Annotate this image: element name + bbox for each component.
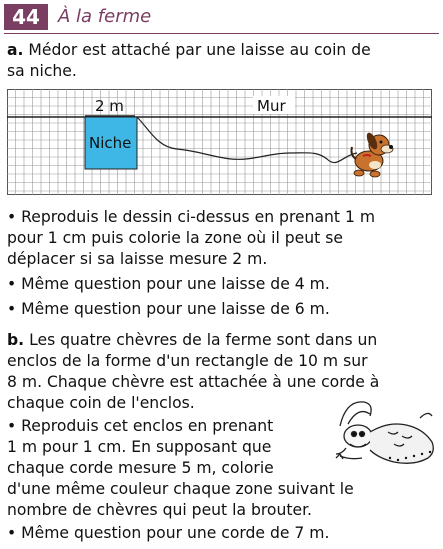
part-b-bullet1-line2: 1 m pour 1 cm. En supposant que: [7, 438, 272, 456]
part-b-intro-line3: 8 m. Chaque chèvre est attachée à une corde à: [7, 373, 380, 391]
part-a-bullet3: • Même question pour une laisse de 6 m.: [7, 300, 330, 318]
header-divider: [4, 33, 439, 34]
goat-illustration-icon: [330, 396, 440, 470]
part-a-label: a.: [7, 41, 24, 59]
part-b-bullet1-line4: d'une même couleur chaque zone suivant le: [7, 480, 354, 498]
part-a-intro-line2: sa niche.: [7, 62, 77, 80]
part-b-intro-line4: chaque coin de l'enclos.: [7, 394, 195, 412]
part-a-bullet1-line3: déplacer si sa laisse mesure 2 m.: [7, 250, 268, 268]
part-a-bullet1-line2: pour 1 cm puis colorie la zone où il peut se: [7, 229, 343, 247]
part-b-bullet1-line3: chaque corde mesure 5 m, colorie: [7, 459, 274, 477]
exercise-number-badge: 44: [4, 4, 48, 30]
part-a-intro-line1: a. Médor est attaché par une laisse au coin de: [7, 41, 371, 59]
part-b-bullet1-line1: • Reproduis cet enclos en prenant: [7, 417, 274, 435]
part-b-intro-line2: enclos de la forme d'un rectangle de 10 m sur: [7, 352, 368, 370]
part-a-bullet2: • Même question pour une laisse de 4 m.: [7, 275, 330, 293]
part-b-label: b.: [7, 331, 25, 349]
wall-label: Mur: [257, 97, 286, 115]
niche-label: Niche: [89, 134, 132, 152]
part-b-intro-line1: b. Les quatre chèvres de la ferme sont dans un: [7, 331, 378, 349]
part-b-bullet2: • Même question pour une corde de 7 m.: [7, 524, 330, 542]
scale-label: 2 m: [95, 97, 124, 115]
niche-dog-figure: [7, 89, 432, 195]
part-b-bullet1-line5: nombre de chèvres qui peut la brouter.: [7, 501, 312, 519]
exercise-title: À la ferme: [58, 6, 152, 27]
dog-icon: [352, 131, 394, 177]
exercise-header: [0, 0, 443, 36]
part-a-bullet1-line1: • Reproduis le dessin ci-dessus en prenant 1 m: [7, 208, 376, 226]
